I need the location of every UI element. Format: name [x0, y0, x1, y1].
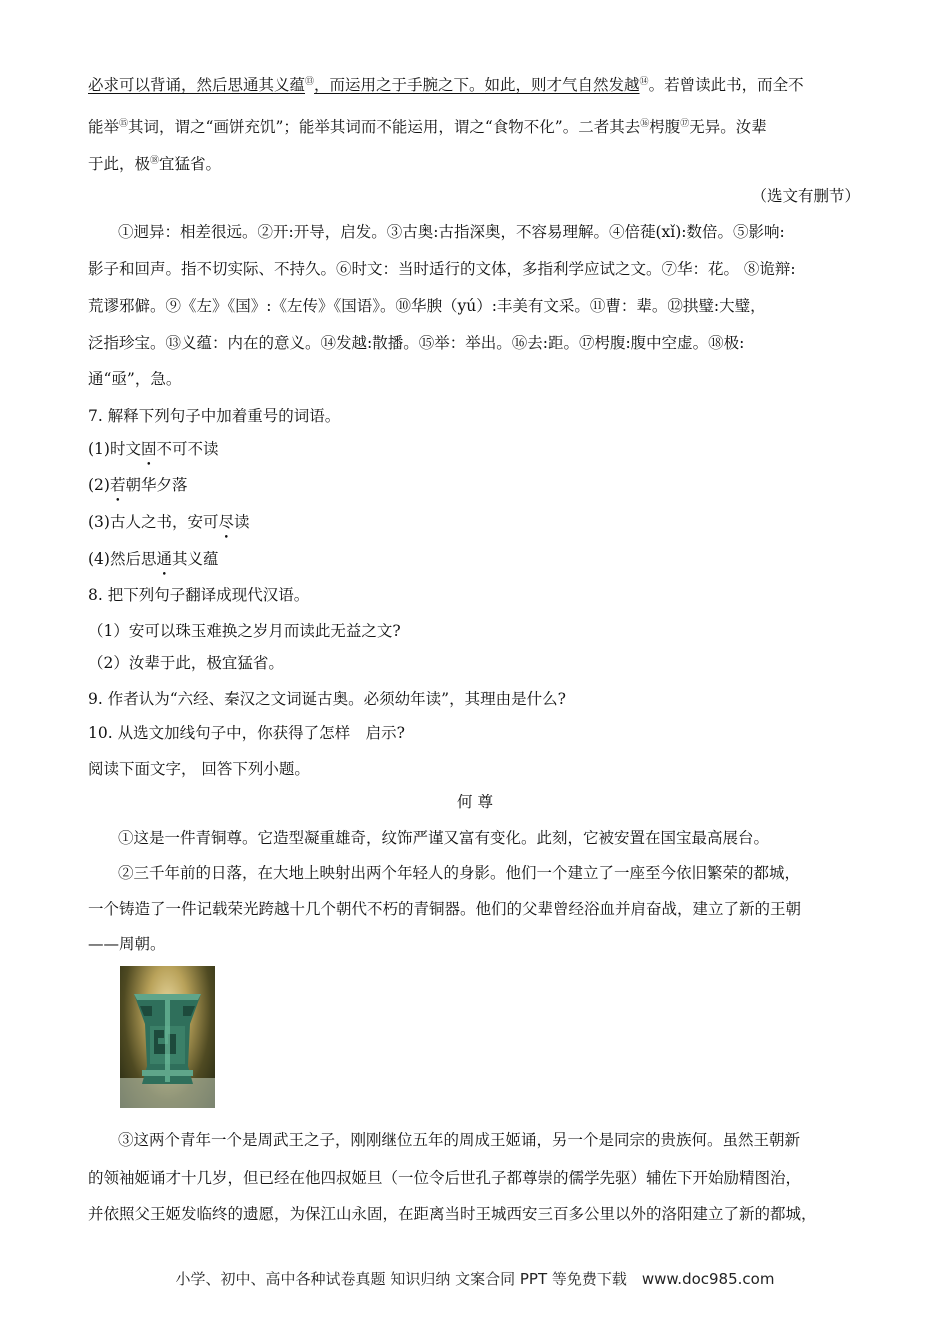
- article-paragraph-1: ①这是一件青铜尊。它造型凝重雄奇，纹饰严谨又富有变化。此刻，它被安置在国宝最高展台。: [118, 829, 770, 847]
- question-7-item-4: [88, 548, 868, 570]
- bronze-vessel-photo: [120, 966, 215, 1108]
- question-8-item-2: （2）汝辈于此，极宜猛省。: [88, 654, 284, 672]
- underlined-sentence-part-2: ，而运用之于手腕之下。如此，则才气自然发越: [314, 76, 640, 94]
- question-7-item-1: [88, 438, 868, 460]
- passage-line-1: [88, 74, 868, 96]
- item-text: (4)然后思: [88, 550, 157, 568]
- article-title: 何 尊: [457, 793, 493, 811]
- passage-line-3: [88, 153, 868, 175]
- footnote-marker: ⑯: [640, 118, 650, 129]
- underlined-sentence-part-1: 必求可以背诵，然后思通其义蕴: [88, 76, 306, 94]
- note-line: 荒谬邪僻。⑨《左》《国》:《左传》《国语》。⑩华腴（yú）:丰美有文采。⑪曹：辈。⑫拱璧:大璧，: [88, 297, 766, 315]
- note-line: 影子和回声。指不切实际、不持久。⑥时文：当时适行的文体，多指利学应试之文。⑦华：花。 ⑧诡辩:: [88, 260, 796, 278]
- question-7-item-3: [88, 511, 868, 533]
- passage-text: 其词，谓之“画饼充饥”；能举其词而不能运用，谓之“食物不化”。二者其去: [128, 118, 641, 136]
- footnote-marker: ⑮: [119, 118, 129, 129]
- passage-text: 宜猛省。: [159, 155, 222, 173]
- question-7-title: 7. 解释下列句子中加着重号的词语。: [88, 407, 341, 425]
- item-text: (2): [88, 476, 110, 494]
- article-paragraph-2-line: ——周朝。: [88, 935, 166, 953]
- item-text: 读: [233, 513, 250, 531]
- item-text: (3)古人之书，安可: [88, 513, 219, 531]
- emphasized-word: 若: [109, 476, 126, 494]
- footnote-marker: ⑰: [680, 118, 690, 129]
- emphasized-word: 尽: [218, 513, 234, 531]
- question-10: 10. 从选文加线句子中，你获得了怎样 启示?: [88, 724, 405, 742]
- source-note: （选文有删节）: [751, 187, 860, 205]
- question-9: 9. 作者认为“六经、秦汉之文词诞古奥。必须幼年读”，其理由是什么?: [88, 690, 566, 708]
- emphasized-word: 固: [140, 440, 157, 458]
- item-text: 其义蕴: [171, 550, 219, 568]
- question-8-title: 8. 把下列句子翻译成现代汉语。: [88, 586, 310, 604]
- footer-banner: 小学、初中、高中各种试卷真题 知识归纳 文案合同 PPT 等免费下载 www.doc985.com: [175, 1270, 775, 1288]
- article-paragraph-3-line: ③这两个青年一个是周武王之子，刚刚继位五年的周成王姬诵，另一个是同宗的贵族何。虽然王朝新: [118, 1131, 801, 1149]
- question-8-item-1: （1）安可以珠玉难换之岁月而读此无益之文?: [88, 622, 401, 640]
- passage-text: 能举: [88, 118, 120, 136]
- bronze-vessel-illustration: [120, 966, 215, 1108]
- article-paragraph-2-line: 一个铸造了一件记载荣光跨越十几个朝代不朽的青铜器。他们的父辈曾经浴血并肩奋战，建立了新的王朝: [88, 900, 802, 918]
- footnote-marker: ⑬: [305, 76, 315, 87]
- article-paragraph-3-line: 并依照父王姬发临终的遗愿，为保江山永固，在距离当时王城西安三百多公里以外的洛阳建立了新的都城，: [88, 1205, 817, 1223]
- note-line: 通“亟”，急。: [88, 370, 182, 388]
- emphasized-word: 通: [156, 550, 172, 568]
- passage-line-2: [88, 116, 868, 138]
- reading-instruction: 阅读下面文字， 回答下列小题。: [88, 760, 310, 778]
- passage-text: 枵腹: [649, 118, 681, 136]
- article-paragraph-3-line: 的领袖姬诵才十几岁，但已经在他四叔姬旦（一位令后世孔子都尊崇的儒学先驱）辅佐下开始励精图治，: [88, 1169, 802, 1187]
- note-line: 泛指珍宝。⑬义蕴：内在的意义。⑭发越:散播。⑮举：举出。⑯去:距。⑰枵腹:腹中空虚。⑱极:: [88, 334, 745, 352]
- question-7-item-2: [88, 474, 868, 496]
- item-text: 朝华夕落: [125, 476, 188, 494]
- footnote-marker: ⑱: [150, 155, 160, 166]
- passage-text: 无异。汝辈: [689, 118, 767, 136]
- item-text: (1)时文: [88, 440, 141, 458]
- note-line: ①迥异：相差很远。②开:开导，启发。③古奥:古指深奥，不容易理解。④倍蓰(xǐ):数倍。⑤影响:: [118, 223, 785, 241]
- passage-text: 。若曾读此书，而全不: [648, 76, 804, 94]
- passage-text: 于此，极: [88, 155, 151, 173]
- item-text: 不可不读: [156, 440, 219, 458]
- article-paragraph-2-line: ②三千年前的日落，在大地上映射出两个年轻人的身影。他们一个建立了一座至今依旧繁荣的都城，: [118, 864, 801, 882]
- footnote-marker: ⑭: [639, 76, 649, 87]
